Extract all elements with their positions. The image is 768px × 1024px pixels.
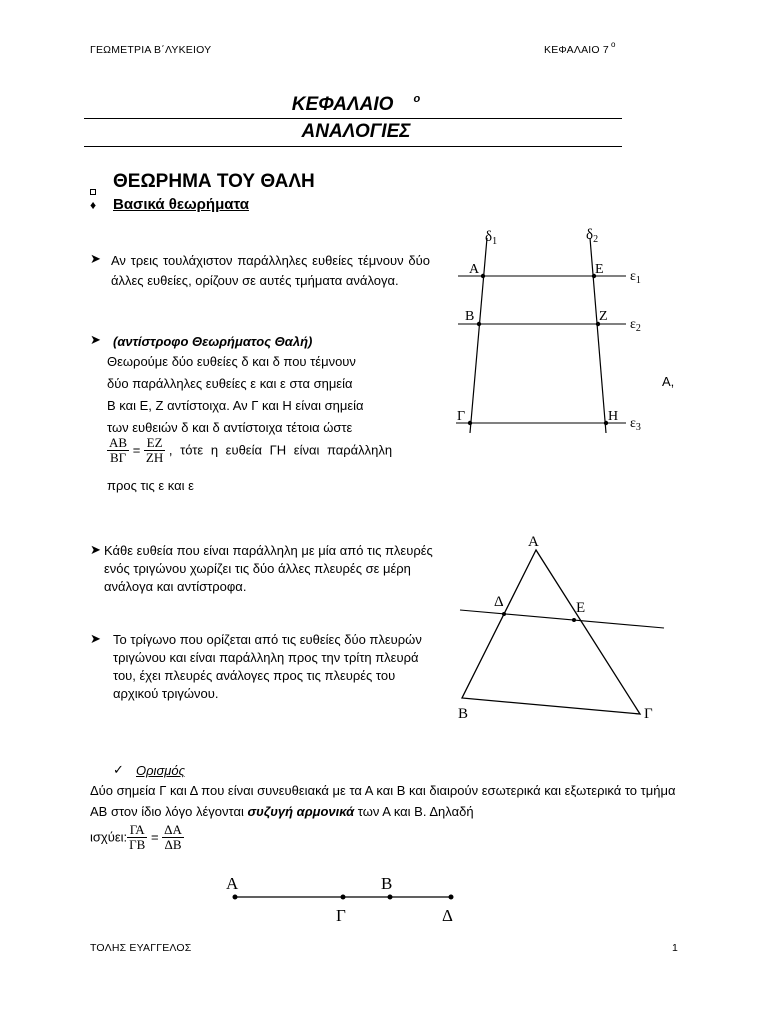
fraction-ga-gb: $\frac{\Gamma A}{\Gamma B}$ <box>129 822 146 852</box>
point-e <box>572 618 576 622</box>
definition-term: συζυγή αρμονικά <box>247 804 355 819</box>
chapter-title <box>90 94 622 116</box>
label-a: Α <box>226 874 239 893</box>
header-chapter-sup: ο <box>610 40 616 49</box>
title-rule-bottom <box>84 146 622 147</box>
point-g <box>468 421 472 425</box>
converse-line: δύο παράλληλες ευθείες ε και ε στα σημεία <box>107 376 353 391</box>
label-a: Α <box>469 262 480 277</box>
section-title: ΘΕΩΡΗΜΑ ΤΟΥ ΘΑΛΗ <box>113 171 315 192</box>
chapter-subtitle: ΑΝΑΛΟΓΙΕΣ <box>301 121 411 142</box>
equals-sign: = <box>150 829 159 845</box>
label-g: Γ <box>336 906 346 925</box>
thales-figure <box>440 218 680 438</box>
footer-author: ΤΟΛΗΣ ΕΥΑΓΓΕΛΟΣ <box>90 942 192 954</box>
label-d: Δ <box>494 594 504 610</box>
section-subtitle: Βασικά θεωρήματα <box>113 196 249 213</box>
label-d: Δ <box>442 906 453 925</box>
label-e: Ε <box>576 600 586 616</box>
converse-conclusion: , τότε η ευθεία ΓΗ είναι παράλληλη <box>168 442 393 458</box>
label-g: Γ <box>457 409 466 424</box>
point-a <box>233 895 238 900</box>
label-d1: $\delta_1$ <box>485 229 498 247</box>
point-d <box>502 612 506 616</box>
label-h: Η <box>608 409 619 424</box>
chapter-title-text: ΚΕΦΑΛΑΙΟ <box>291 94 394 115</box>
chapter-title-sup: ο <box>413 93 421 105</box>
definition-formula <box>90 823 184 852</box>
equals-sign: = <box>132 442 141 458</box>
converse-line: των ευθειών δ και δ αντίστοιχα τέτοια ώστε <box>107 420 353 435</box>
label-e1: $\varepsilon_1$ <box>630 269 641 286</box>
converse-line: Θεωρούμε δύο ευθείες δ και δ που τέμνουν <box>107 354 356 369</box>
label-b: Β <box>465 309 475 324</box>
label-e: Ε <box>595 262 604 277</box>
label-e3: $\varepsilon_3$ <box>630 416 641 433</box>
definition-text-end: των Α και Β. Δηλαδή <box>354 804 474 819</box>
arrow-bullet-icon: ➤ <box>90 332 101 347</box>
arrow-bullet-icon: ➤ <box>90 251 101 266</box>
definition-title: Ορισμός <box>136 763 185 778</box>
check-icon: ✓ <box>113 762 124 777</box>
label-b: Β <box>458 706 469 722</box>
point-d <box>449 895 454 900</box>
header-right <box>544 40 616 56</box>
label-b: Β <box>381 874 393 893</box>
fraction-ez-zh: $\frac{EZ}{ZH}$ <box>145 435 164 465</box>
header-left: ΓΕΩΜΕΤΡΙΑ Β΄ΛΥΚΕΙΟΥ <box>90 44 212 56</box>
label-z: Ζ <box>599 309 608 324</box>
paragraph-parallel-line: Κάθε ευθεία που είναι παράλληλη με μία από τις πλευρές ενός τριγώνου χωρίζει τις δύο άλλες πλευρές σε μέρη ανάλογα και αντίστροφα. <box>104 543 433 594</box>
label-g: Γ <box>644 706 653 722</box>
converse-title: (αντίστροφο Θεωρήματος Θαλή) <box>113 334 313 349</box>
title-rule-top <box>84 118 622 119</box>
diamond-bullet-icon: ♦ <box>90 198 97 212</box>
paragraph-similar-triangle: Το τρίγωνο που ορίζεται από τις ευθείες δύο πλευρών τριγώνου και είναι παράλληλη προς την τρίτη πλευρά του, έχει πλευρές ανάλογες προς τις πλευρές του αρχικού τριγώνου. <box>113 632 422 701</box>
triangle-abg <box>462 550 640 714</box>
point-b <box>477 322 481 326</box>
triangle-figure <box>448 528 668 726</box>
page-number: 1 <box>672 942 679 954</box>
holds-label: ισχύει: <box>90 829 128 845</box>
header-chapter: ΚΕΦΑΛΑΙΟ 7 <box>544 44 609 56</box>
converse-last-line: προς τις ε και ε <box>107 478 194 493</box>
label-a: Α <box>528 534 539 550</box>
point-g <box>341 895 346 900</box>
converse-fraction-line <box>107 436 431 465</box>
converse-line: Β και Ε, Ζ αντίστοιχα. Αν Γ και Η είναι σημεία <box>107 398 364 413</box>
stray-label: Α, <box>662 374 675 389</box>
harmonic-figure <box>215 868 475 932</box>
parallel-line-de <box>460 610 664 628</box>
fraction-da-db: $\frac{\Delta A}{\Delta B}$ <box>164 822 182 852</box>
arrow-bullet-icon: ➤ <box>90 631 101 646</box>
label-d2: $\delta_2$ <box>586 227 599 245</box>
paragraph-thales: Αν τρεις τουλάχιστον παράλληλες ευθείες τέμνουν δύο άλλες ευθείες, ορίζουν σε αυτές τμήματα ανάλογα. <box>111 253 430 288</box>
point-b <box>388 895 393 900</box>
definition-text <box>90 780 682 822</box>
point-a <box>481 274 485 278</box>
converse-body <box>107 351 431 439</box>
arrow-bullet-icon: ➤ <box>90 542 101 557</box>
definition-text-start: Δύο σημεία Γ και Δ που είναι συνευθειακά με τα Α και Β και διαιρούν εσωτερικά και εξωτερικά το τμήμα ΑΒ στον ίδιο λόγο λέγονται <box>90 783 676 819</box>
fraction-ab-bg: $\frac{AB}{B\Gamma}$ <box>109 435 128 465</box>
label-e2: $\varepsilon_2$ <box>630 317 641 334</box>
